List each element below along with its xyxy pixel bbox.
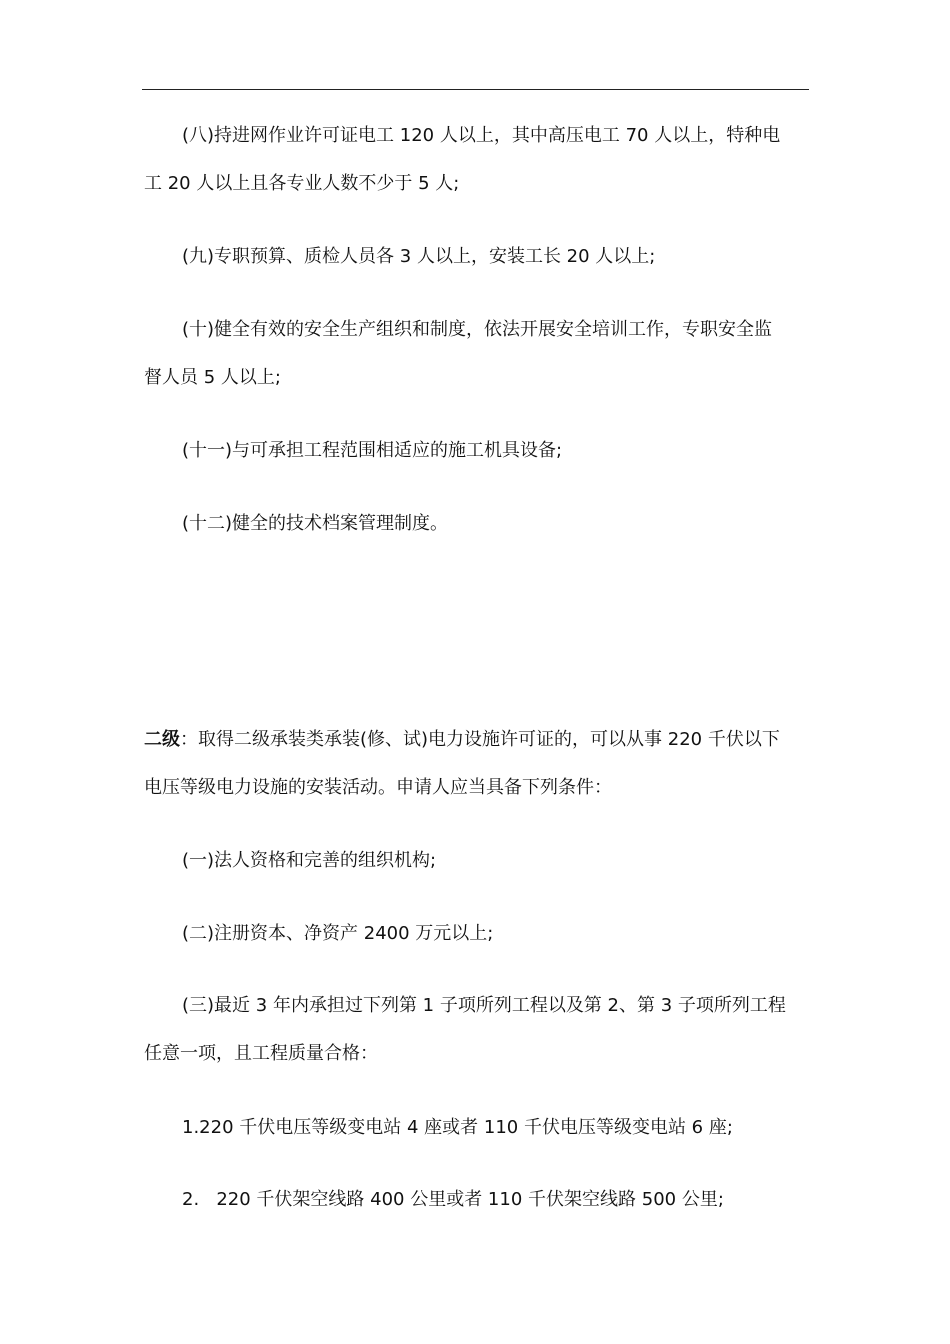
paragraph-eleven-line1: (十一)与可承担工程范围相适应的施工机具设备; — [182, 440, 563, 461]
level-two-subitem-one-line1: 1.220 千伏电压等级变电站 4 座或者 110 千伏电压等级变电站 6 座; — [182, 1117, 733, 1138]
paragraph-eleven — [144, 427, 810, 475]
level-two-item-two-line1: (二)注册资本、净资产 2400 万元以上; — [182, 923, 494, 944]
level-two-heading: 二级 — [144, 729, 180, 750]
level-two-intro — [144, 716, 810, 812]
level-two-item-one-line1: (一)法人资格和完善的组织机构; — [182, 850, 437, 871]
level-two-intro-line2: 电压等级电力设施的安装活动。申请人应当具备下列条件： — [144, 777, 612, 798]
level-two-item-one — [144, 837, 810, 885]
level-two-subitem-one — [144, 1104, 810, 1152]
level-two-subitem-two-line1: 2. 220 千伏架空线路 400 公里或者 110 千伏架空线路 500 公里; — [182, 1189, 724, 1210]
paragraph-ten-line2: 督人员 5 人以上; — [144, 367, 281, 388]
paragraph-twelve — [144, 500, 810, 548]
level-two-intro-line1: ：取得二级承装类承装(修、试)电力设施许可证的，可以从事 220 千伏以下 — [180, 729, 780, 750]
level-two-subitem-two — [144, 1176, 810, 1224]
paragraph-eight — [144, 112, 810, 208]
paragraph-twelve-line1: (十二)健全的技术档案管理制度。 — [182, 513, 449, 534]
paragraph-nine — [144, 233, 810, 281]
level-two-item-three-line2: 任意一项，且工程质量合格： — [144, 1043, 378, 1064]
level-two-item-two — [144, 910, 810, 958]
paragraph-ten — [144, 306, 810, 402]
level-two-item-three — [144, 982, 810, 1078]
level-two-item-three-line1: (三)最近 3 年内承担过下列第 1 子项所列工程以及第 2、第 3 子项所列工程 — [182, 995, 786, 1016]
paragraph-nine-line1: (九)专职预算、质检人员各 3 人以上，安装工长 20 人以上; — [182, 246, 656, 267]
paragraph-ten-line1: (十)健全有效的安全生产组织和制度，依法开展安全培训工作，专职安全监 — [182, 319, 773, 340]
paragraph-eight-line1: (八)持进网作业许可证电工 120 人以上，其中高压电工 70 人以上，特种电 — [182, 125, 781, 146]
paragraph-eight-line2: 工 20 人以上且各专业人数不少于 5 人; — [144, 173, 460, 194]
header-rule — [142, 89, 809, 90]
